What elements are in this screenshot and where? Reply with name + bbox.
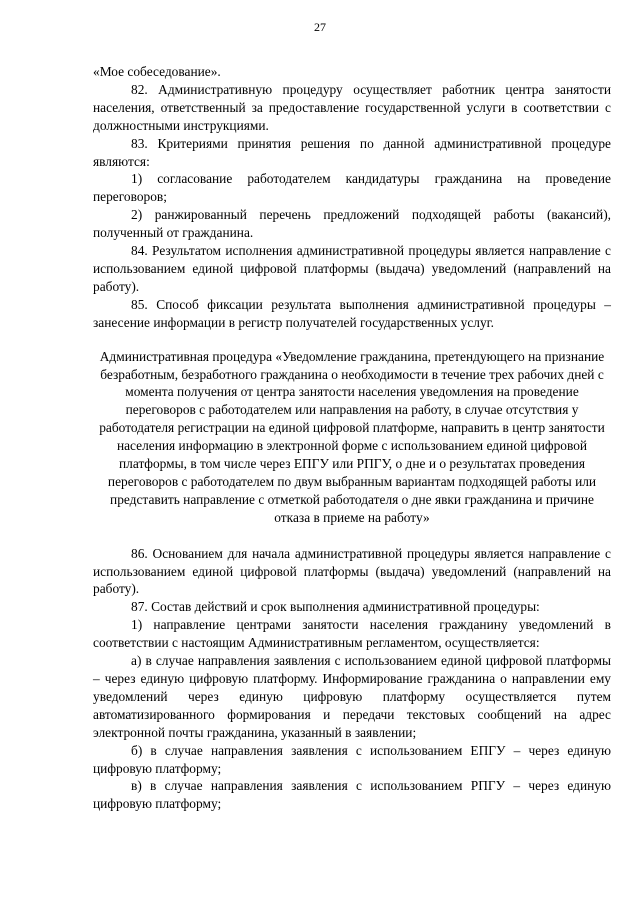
document-body bbox=[93, 63, 611, 813]
paragraph-82: 82. Административную процедуру осуществляет работник центра занятости населения, ответственный за предоставление государственной услуги в соответствии с должностными инструкциями. bbox=[93, 81, 611, 133]
paragraph-83: 83. Критериями принятия решения по данной административной процедуре являются: bbox=[93, 135, 611, 169]
paragraphs-bottom bbox=[93, 545, 611, 814]
paragraph: «Мое собеседование». bbox=[93, 64, 221, 79]
list-item-1: 1) направление центрами занятости населения гражданину уведомлений в соответствии с настоящим Административным регламентом, осуществляется: bbox=[93, 617, 611, 651]
paragraph-84: 84. Результатом исполнения административной процедуры является направление с использованием единой цифровой платформы (выдача) уведомлений (направлений на работу). bbox=[93, 243, 611, 294]
section-heading-text: Административная процедура «Уведомление гражданина, претендующего на признание безработным, безработного гражданина о необходимости в течение трех рабочих дней с момента получения от центра занятости населения уведомления на проведение переговоров с работодателем или направления на работу, в случае отсутствия у работодателя регистрации на единой цифровой платформе, направить в центр занятости населения информацию в электронной форме с использованием единой цифровой платформы, в том числе через ЕПГУ или РПГУ, о дне и о результатах проведения переговоров с работодателем по двум выбранным вариантам подходящей работы или представить направление с отметкой работодателя о дне явки гражданина и причине отказа в приеме на работу» bbox=[99, 348, 605, 525]
paragraph-86: 86. Основанием для начала административной процедуры является направление с использованием единой цифровой платформы (выдача) уведомлений (направлений на работу). bbox=[93, 545, 611, 597]
section-heading bbox=[93, 348, 611, 527]
paragraph-85: 85. Способ фиксации результата выполнения административной процедуры – занесение информации в регистр получателей государственных услуг. bbox=[93, 296, 611, 330]
sub-item-v: в) в случае направления заявления с использованием РПГУ – через единую цифровую платформу; bbox=[93, 778, 611, 812]
list-item-1: 1) согласование работодателем кандидатуры гражданина на проведение переговоров; bbox=[93, 171, 611, 205]
sub-item-b: б) в случае направления заявления с использованием ЕПГУ – через единую цифровую платформу; bbox=[93, 742, 611, 776]
page-number: 27 bbox=[314, 20, 326, 34]
list-item-2: 2) ранжированный перечень предложений подходящей работы (вакансий), полученный от гражданина. bbox=[93, 207, 611, 241]
sub-item-a: а) в случае направления заявления с использованием единой цифровой платформы – через единую цифровую платформу. Информирование гражданина о направлении ему уведомлений через единую цифровую платформу осуществляется путем автоматизированного формирования и передачи текстовых сообщений на адрес электронной почты гражданина, указанный в заявлении; bbox=[93, 653, 611, 740]
paragraph-87: 87. Состав действий и срок выполнения административной процедуры: bbox=[131, 599, 540, 615]
paragraphs-top bbox=[93, 63, 611, 332]
